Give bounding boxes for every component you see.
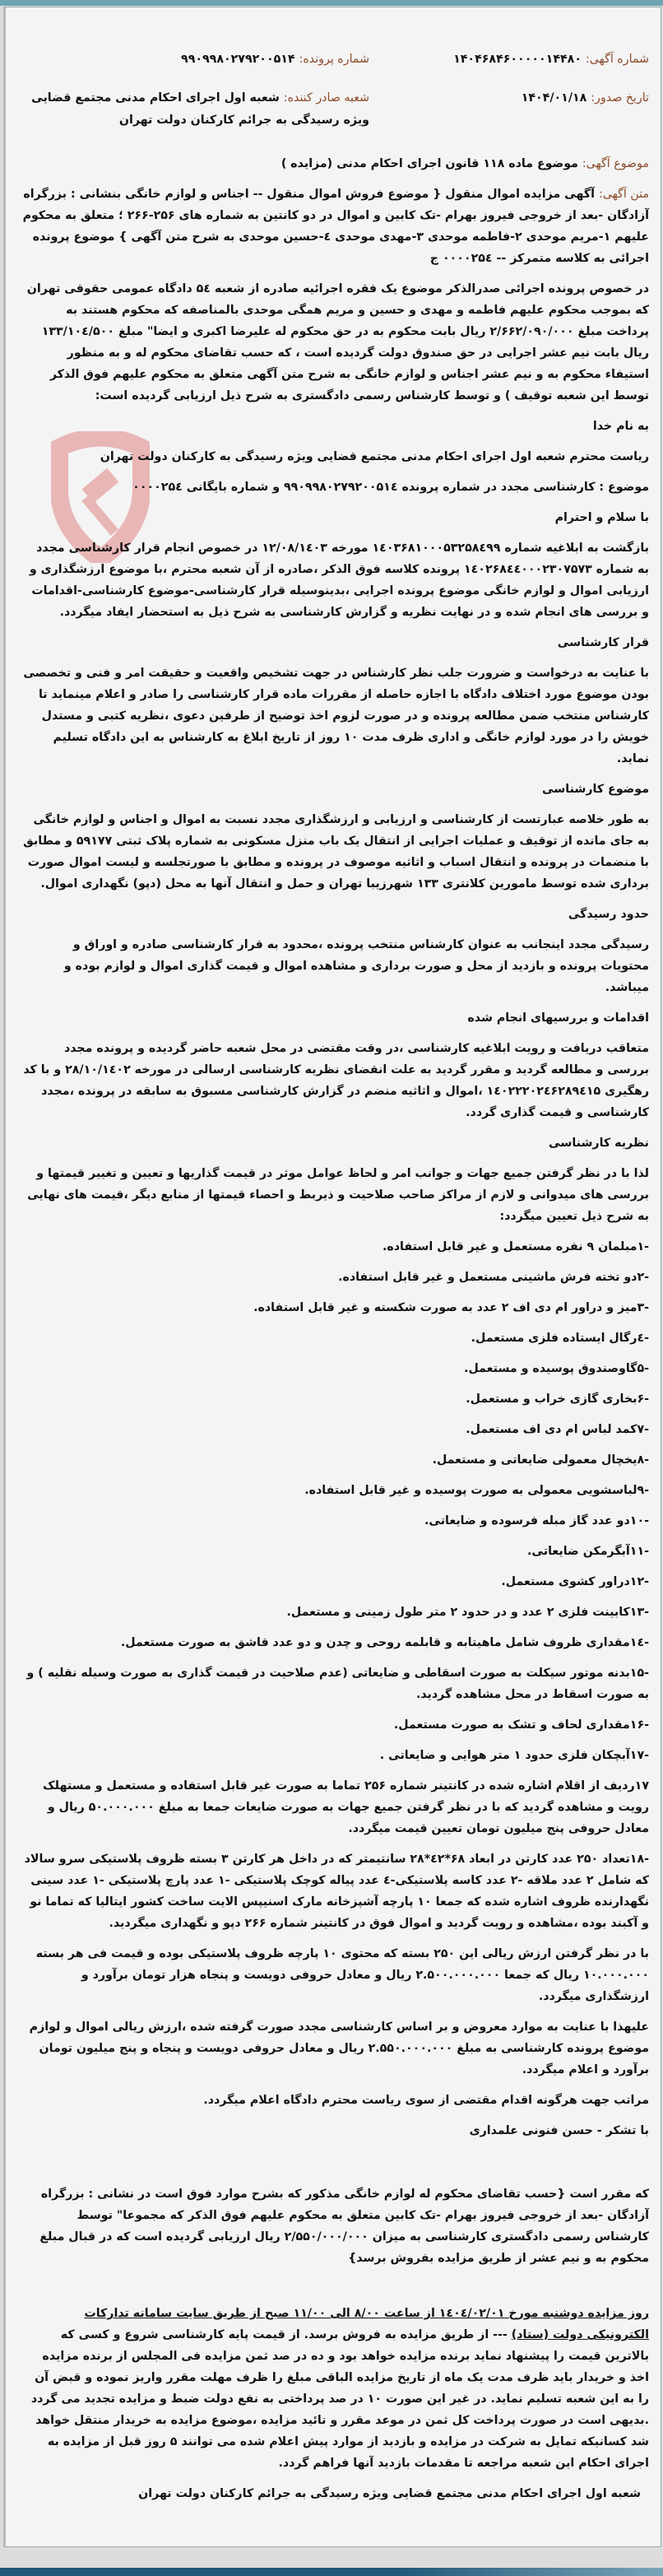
paragraph: متعاقب دریافت و رویت ابلاغیه کارشناسی ،در وقت مقتضی در محل شعبه حاضر گردیده و پرونده مجدد بررسی و مطالعه گردید و مقرر گردید به علت انقضای نظریه کارشناسی ارسالی در مورخه ۲۸/۱۰/۱٤۰۲ و با کد رهگیری ۱٤۰۲۲۲۰۲٤۶۲۸۹٤۱۵ ،اموال و اثاثیه منضم در گزارش کارشناسی مسبوق به سابقه در پرونده ،مجدد کارشناسی و قیمت گذاری گردد. [23,1042,649,1119]
paragraph: -۱۸تعداد ۲۵۰ عدد کارتن در ابعاد ۶۸*٤۲*۲۸ سانتیمتر که در داخل هر کارتن ۳ بسته ظروف پلاستیکی سرو سالاد که شامل ۲ عدد ملاقه -۲ عدد کاسه پلاستیکی-٤ عدد پیاله کوچک پلاستیکی -۱ عدد پارچ پلاستیکی -۱ عدد سینی نگهدارنده ظروف اشاره شده که جمعا ۱۰ پارچه آشپزخانه مارک اسنیپس الایت ساخت کشور ایتالیا که تماما نو و آکبند بوده ،مشاهده و رویت گردید و اموال فوق در کانتینر شماره ۲۶۶ دپو و نگهداری میگردید. [24,1853,649,1930]
paragraph: ۱۷ردیف از اقلام اشاره شده در کانتینر شماره ۲۵۶ تماما به صورت غیر قابل استفاده و مستعمل و مستهلک رویت و مشاهده گردید که با در نظر گرفتن جمیع جهات به صورت ضایعات جمعا به مبلغ ۵۰.۰۰۰.۰۰۰ ریال و معادل حروفی پنج میلیون تومان تعیین قیمت میگردد. [43,1779,649,1835]
header-row-1 [22,49,649,71]
auction-paragraph: روز مزایده دوشنبه مورخ ۱٤۰٤/۰۲/۰۱ از ساعت ۸/۰۰ الی ۱۱/۰۰ صبح از طریق سایت سامانه تدارکات الکترونیکی دولت (ستاد) --- از طریق مزایده به فروش برسد. از قیمت پایه کارشناسی شروع و کسی که بالاترین قیمت را پیشنهاد نماید برنده مزایده خواهد بود و ده در صد ثمن مزایده فی المجلس از برنده مزایده اخذ و خریدار باید ظرف مدت یک ماه از تاریخ مزایده الباقی مبلغ را ظرف مهلت مقرر واریز نموده و قبض آن را به این شعبه تسلیم نماید. در غیر این صورت ۱۰ در صد پرداختی به نفع دولت ضبط و مزایده تجدید می گردد .بدیهی است در صورت پرداخت کل ثمن در موعد مقرر و تائید مزایده ،موضوع مزایده به خریدار منتقل خواهد شد کسانیکه تمایل به شرکت در مزایده و بازدید از موارد پیش اعلام شده می توانند ۵ روز قبل از مزایده به اجرای احکام این شعبه مراجعه تا مقدمات بازدید آنها فراهم گردد. [30,2307,649,2470]
issue-date: تاریخ صدور: ۱۴۰۴/۰۱/۱۸ [521,91,649,105]
list-item: -۲دو تخته فرش ماشینی مستعمل و غیر قابل استفاده. [338,1271,649,1284]
paragraph: ریاست محترم شعبه اول اجرای احکام مدنی مجتمع قضایی ویژه رسیدگی به کارکنان دولت تهران [100,450,649,463]
list-item: -۱۵بدنه موتور سیکلت به صورت اسقاطی و ضایعاتی (عدم صلاحیت در قیمت گذاری به صورت وسیله نقلیه ) و به صورت اسقاط در محل مشاهده گردید. [26,1667,649,1701]
paragraph: قرار کارشناسی [557,636,649,649]
window-top-bar [0,0,663,6]
paragraph: رسیدگی مجدد اینجانب به عنوان کارشناس منتخب پرونده ،محدود به قرار کارشناسی صادره و اوراق و محتویات پرونده و بازدید از محل و صورت برداری و مشاهده اموال و قیمت گذاری اموال و لوازم بوده و میباشد. [63,938,649,994]
taskbar [0,2568,663,2576]
list-item: -۹لباسشویی معمولی به صورت پوسیده و غیر قابل استفاده. [304,1484,649,1497]
item-list [22,1236,649,1766]
list-item: -۱۲دراور کشوی مستعمل. [501,1575,649,1588]
notice-panel [3,7,661,2547]
list-item: -۸یخچال معمولی ضایعاتی و مستعمل. [432,1453,649,1467]
list-item: -۱۳کابینت فلزی ۲ عدد و در حدود ۲ متر طول زمینی و مستعمل. [286,1606,649,1619]
notice-body [22,153,649,2504]
list-item: -۱٤مقداری ظروف شامل ماهیتابه و قابلمه روحی و چدن و دو عدد قاشق به صورت مستعمل. [120,1636,649,1649]
paragraph: حدود رسیدگی [568,908,649,921]
paragraph: بازگشت به ابلاغیه شماره ۱٤۰۳۶۸۱۰۰۰۵۳۲۵۸٤۹۹ مورخه ۱۲/۰۸/۱٤۰۳ در خصوص انجام قرار کارشناسی مجدد به شماره ۱٤۰۲۶۸٤٤۰۰۰۲۳۰۷۵۷۳ پرونده کلاسه فوق الذکر ،صادره از آن شعبه محترم ،با موضوع ارزشگذاری و ارزیابی اموال و لوازم خانگی موضوع پرونده اجرایی ،بدینوسیله قرار کارشناسی-موضوع کارشناسی-اقدامات و بررسی های انجام شده و در نهایت نظریه و گزارش کارشناسی به شرح ذیل به استحضار ایفاد میگردد. [29,542,649,619]
paragraph: به نام خدا [592,420,649,433]
closing-paragraphs [22,1775,649,2141]
subject: موضوع آگهی: موضوع ماده ۱۱۸ قانون اجرای احکام مدنی (مزایده ) [280,157,649,170]
notice-intro: متن آگهی: آگهی مزایده اموال منقول { موضوع فروش اموال منقول -- اجناس و لوازم خانگی بنشانی : بزرگراه آزادگان -بعد از خروجی فیروز بهرام -تک کابین و اموال در دو کانتین به شماره های ۲۵۶-۲۶۶ ؛ متعلق به محکوم علیهم ۱-مریم موحدی ۲-فاطمه موحدی ۳-مهدی موحدی ٤-حسین موحدی به شرح متن آگهی } موضوع پرونده اجرائی به کلاسه متمرکز -- ۰۰۰۰۲۵٤ ج [22,188,649,265]
auction-date-time: روز مزایده دوشنبه مورخ ۱٤۰٤/۰۲/۰۱ از ساعت ۸/۰۰ الی ۱۱/۰۰ صبح از طریق سایت سامانه تدارکات الکترونیکی دولت (ستاد) [84,2307,649,2341]
signature: شعبه اول اجرای احکام مدنی مجتمع قضایی ویژه رسیدگی به جرائم کارکنان دولت تهران [138,2487,641,2500]
window-footer-area [0,2547,663,2568]
list-item: -۳میز و دراور ام دی اف ۲ عدد به صورت شکسته و غیر قابل استفاده. [253,1301,649,1314]
list-item: -۱۷آبچکان فلزی حدود ۱ متر هوایی و ضایعاتی . [379,1749,649,1762]
paragraph: با عنایت به درخواست و ضرورت جلب نظر کارشناس در جهت تشخیص واقعیت و حقیقت امر و فنی و تخصصی بودن موضوع مورد اختلاف دادگاه با اجازه حاصله از مقررات ماده قرار کارشناسی را صادر و اعلام مینماید تا کارشناس منتخب ضمن مطالعه پرونده و در صورت لزوم اخذ توضیح از طرفین دعوی ،نظریه کتبی و مستدل خویش را در مورد لوازم خانگی و اداری ظرف مدت ۱۰ روز از تاریخ ابلاغ به کارشناس به این دادگاه تسلیم نماید. [23,667,649,765]
decision-paragraph: که مقرر است {حسب تقاضای محکوم له لوازم خانگی مذکور که بشرح موارد فوق است در نشانی : بزرگراه آزادگان -بعد از خروجی فیروز بهرام -تک کابین متعلق به محکوم علیهم فوق الذکر که مجموعا" توسط کارشناس رسمی دادگستری کارشناسی به میزان ۲/۵۵۰/۰۰۰/۰۰۰ ریال ارزیابی گردیده است که در قبال مبلغ محکوم به و نیم عشر از طریق مزایده بفروش برسد} [39,2188,649,2265]
list-item: -۷کمد لباس ام دی اف مستعمل. [466,1423,649,1436]
list-item: -۵گاوصندوق پوسیده و مستعمل. [464,1362,649,1375]
notice-header [22,49,649,132]
list-item: -۱۰دو عدد گاز مبله فرسوده و ضایعاتی. [424,1514,649,1527]
list-item: -۶بخاری گازی خراب و مستعمل. [466,1393,649,1406]
paragraph: موضوع : کارشناسی مجدد در شماره پرونده ۹۹۰۹۹۸۰۲۷۹۲۰۰۵۱٤ و شماره بایگانی ۰۰۰۰۲۵٤ [132,481,649,494]
issuer: شعبه صادر کننده: شعبه اول اجرای احکام مدنی مجتمع قضایی ویژه رسیدگی به جرائم کارکنان دولت تهران [31,91,369,127]
paragraph: مراتب جهت هرگونه اقدام مقتضی از سوی ریاست محترم دادگاه اعلام میگردد. [203,2094,649,2107]
paragraph: در خصوص پرونده اجرائی صدرالذکر موضوع یک فقره اجرائیه صادره از شعبه ۵٤ دادگاه عمومی حقوقی تهران که بموجب محکوم علیهم فاطمه و مهدی و حسین و مریم همگی موحدی بالمناصفه که محکوم هستند به پرداخت مبلغ ۲/۶۶۲/۰۹۰/۰۰۰ ریال بابت محکوم به در حق محکوم له علیرضا اکبری و ایضا" مبلغ ۱۳۳/۱۰٤/۵۰۰ ریال بابت نیم عشر اجرایی در حق صندوق دولت گردیده است ، که حسب تقاضای محکوم له و به منظور استیفاء محکوم به و نیم عشر اجناس و لوازم خانگی به شرح متن آگهی متعلق به محکوم علیهم فوق الذکر توسط این شعبه توقیف ) و توسط کارشناس رسمی دادگستری به شرح ذیل ارزیابی گردیده است: [26,282,649,402]
list-item: -۱مبلمان ۹ نفره مستعمل و غیر قابل استفاده. [382,1240,649,1253]
paragraph: با در نظر گرفتن ارزش ریالی این ۲۵۰ بسته که محتوی ۱۰ پارچه ظروف پلاستیکی بوده و قیمت فی هر بسته ۱۰.۰۰۰.۰۰۰ ریال که جمعا ۲.۵۰۰.۰۰۰.۰۰۰ ریال و معادل حروفی دویست و پنجاه هزار تومان برآورد و ارزشگذاری میگردد. [35,1947,649,2003]
paragraph: با تشکر - حسن فنونی علمداری [469,2124,649,2137]
paragraph: لذا با در نظر گرفتن جمیع جهات و جوانب امر و لحاظ عوامل موثر در قیمت گذاریها و تعیین و تغییر قیمتها و بررسی های میدوانی و لازم از مراکز صاحب صلاحیت و ذیربط و احصاء قیمتها از منابع دیگر ،قیمت های نهایی به شرح ذیل تعیین میگردد: [27,1167,649,1223]
paragraph: با سلام و احترام [554,511,649,524]
paragraph: موضوع کارشناسی [541,783,649,796]
paragraph: اقدامات و بررسیهای انجام شده [467,1011,649,1025]
paragraph: به طور خلاصه عبارتست از کارشناسی و ارزیابی و ارزشگذاری مجدد نسبت به اموال و اجناس و لوازم خانگی به جای مانده از توقیف و عملیات اجرایی از انتقال یک باب منزل مسکونی به شماره پلاک ثبتی ۵۹۱۷۷ و مطابق با منضمات در پرونده و انتقال اسباب و اثاثیه موصوف در پرونده و مطابق با صورتجلسه و لیست اموال صورت برداری شده توسط مامورین کلانتری ۱۳۳ شهرزیبا تهران و حمل و انتقال آنها به محل (دپو) نگهداری اموال. [23,813,649,890]
report-paragraphs [22,278,649,1227]
file-number: شماره پرونده: ۹۹۰۹۹۸۰۲۷۹۲۰۰۵۱۴ [181,53,369,66]
paragraph: علیهذا با عنایت به موارد معروض و بر اساس کارشناسی مجدد صورت گرفته شده ،ارزش ریالی اموال و لوازم موضوع پرونده کارشناسی به مبلغ ۲.۵۵۰.۰۰۰.۰۰۰ ریال و معادل حروفی دویست و پنجاه و پنج میلیون تومان برآورد و اعلام میگردد. [29,2020,649,2076]
ad-number: شماره آگهی: ۱۴۰۴۶۸۴۶۰۰۰۰۰۱۴۴۸۰ [453,53,649,66]
paragraph: نظریه کارشناسی [549,1137,649,1150]
list-item: -۱۱آبگرمکن ضایعاتی. [527,1545,649,1558]
list-item: -٤رگال ایستاده فلزی مستعمل. [471,1332,649,1345]
header-row-2 [22,87,649,132]
list-item: -۱۶مقداری لحاف و تشک به صورت مستعمل. [393,1718,649,1732]
